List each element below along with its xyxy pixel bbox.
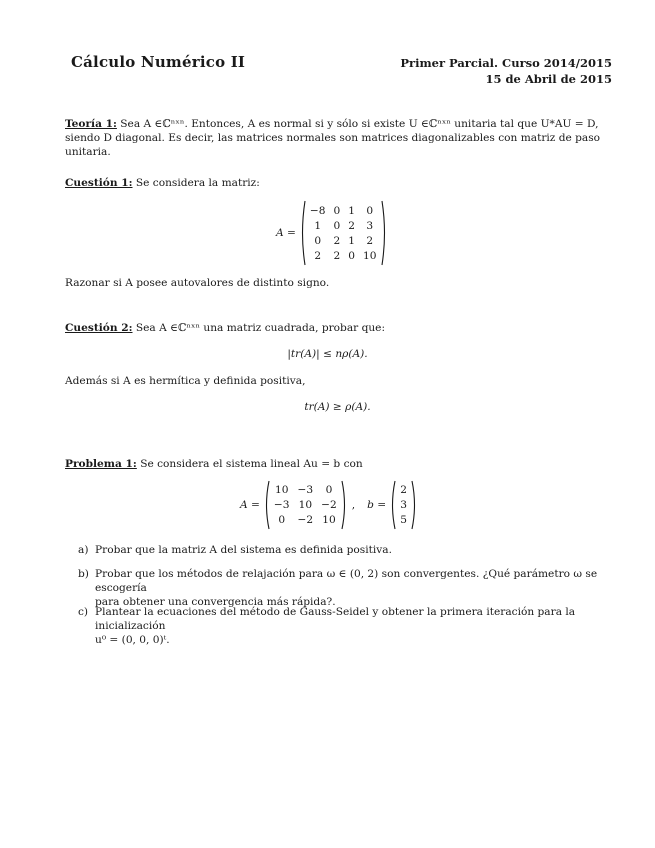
problema-1-matrix <box>270 483 341 528</box>
item-text: u⁰ = (0, 0, 0)ᵗ. <box>95 634 170 646</box>
matrix-cell: 10 <box>274 484 289 496</box>
matrix-cell: 1 <box>348 204 356 217</box>
problema-1-heading <box>65 457 615 471</box>
cuestion-2-label: Cuestión 2: <box>65 322 133 334</box>
vector-cell: 3 <box>400 499 407 511</box>
problema-1-item-c <box>78 605 618 646</box>
matrix-cell: 2 <box>366 234 374 247</box>
teoria-1-text-2: siendo D diagonal. Es decir, las matrices normales son matrices diagonalizables con matriz de paso unitaria. <box>65 132 601 158</box>
cuestion-2-formula-2: tr(A) ≥ ρ(A). <box>304 401 371 413</box>
matrix-cell: 10 <box>298 499 313 511</box>
problema-1-vector-name: b = <box>367 499 387 511</box>
matrix-cell: 0 <box>333 204 341 217</box>
item-text: Probar que los métodos de relajación para ω ∈ (0, 2) son convergentes. ¿Qué parámetro ω se escogería <box>95 568 598 594</box>
matrix-cell: 3 <box>366 219 374 232</box>
matrix-cell: 0 <box>366 204 374 217</box>
cuestion-2-heading <box>65 321 615 335</box>
matrix-cell: 1 <box>348 234 356 247</box>
matrix-cell: 10 <box>322 514 336 526</box>
matrix-cell: 0 <box>314 234 322 247</box>
exam-name: Primer Parcial. Curso 2014/2015 <box>400 56 612 70</box>
cuestion-2-middle: Además si A es hermítica y definida positiva, <box>65 375 306 387</box>
cuestion-1-label: Cuestión 1: <box>65 177 133 189</box>
problema-1-vector <box>396 483 411 528</box>
matrix-cell: −3 <box>297 484 314 496</box>
problema-1-item-b <box>78 567 618 608</box>
item-text: Plantear la ecuaciones del método de Gauss-Seidel y obtener la primera iteración para la inicialización <box>95 606 576 632</box>
teoria-1 <box>65 117 615 159</box>
matrix-cell: 0 <box>278 514 286 526</box>
matrix-cell: 2 <box>333 234 341 247</box>
matrix-cell: 0 <box>325 484 333 496</box>
cuestion-1-matrix <box>306 203 381 263</box>
teoria-1-label: Teoría 1: <box>65 118 117 130</box>
problema-1-label: Problema 1: <box>65 458 137 470</box>
matrix-cell: −2 <box>321 499 337 511</box>
cuestion-1-matrix-name: A = <box>276 227 296 239</box>
exam-header <box>312 55 612 87</box>
right-paren-icon <box>381 200 388 266</box>
matrix-cell: −3 <box>273 499 290 511</box>
item-text: para obtener una convergencia más rápida?. <box>95 596 336 608</box>
teoria-1-text-1: Sea A ∈ℂⁿˣⁿ. Entonces, A es normal si y sólo si existe U ∈ℂⁿˣⁿ unitaria tal que U*AU = D, <box>120 118 599 130</box>
item-marker: b) <box>78 568 89 580</box>
right-paren-icon <box>411 480 418 530</box>
matrix-cell: 2 <box>333 249 341 262</box>
matrix-cell: 2 <box>314 249 322 262</box>
vector-cell: 5 <box>400 514 407 526</box>
problema-1-item-a <box>78 543 618 557</box>
left-paren-icon <box>263 480 270 530</box>
cuestion-1-matrix-block <box>276 200 388 266</box>
cuestion-1-heading <box>65 176 615 190</box>
item-marker: a) <box>78 544 89 556</box>
problema-1-system <box>240 480 418 530</box>
matrix-cell: −2 <box>297 514 314 526</box>
item-marker: c) <box>78 606 89 618</box>
item-text: Probar que la matriz A del sistema es definida positiva. <box>95 544 392 556</box>
matrix-cell: 1 <box>314 219 322 232</box>
matrix-separator: , <box>351 499 356 511</box>
left-paren-icon <box>299 200 306 266</box>
matrix-cell: 10 <box>363 249 377 262</box>
left-paren-icon <box>389 480 396 530</box>
matrix-cell: 0 <box>333 219 341 232</box>
right-paren-icon <box>341 480 348 530</box>
problema-1-intro: Se considera el sistema lineal Au = b con <box>140 458 363 470</box>
matrix-cell: −8 <box>309 204 326 217</box>
vector-cell: 2 <box>400 484 407 496</box>
cuestion-2-formula-1: |tr(A)| ≤ nρ(A). <box>287 348 368 360</box>
matrix-cell: 2 <box>348 219 356 232</box>
cuestion-1-question: Razonar si A posee autovalores de distinto signo. <box>65 277 330 289</box>
cuestion-1-intro: Se considera la matriz: <box>135 177 260 189</box>
course-title: Cálculo Numérico II <box>71 53 246 71</box>
matrix-cell: 0 <box>348 249 356 262</box>
exam-date: 15 de Abril de 2015 <box>485 72 612 86</box>
cuestion-2-intro: Sea A ∈ℂⁿˣⁿ una matriz cuadrada, probar que: <box>135 322 386 334</box>
problema-1-matrix-name: A = <box>240 499 260 511</box>
